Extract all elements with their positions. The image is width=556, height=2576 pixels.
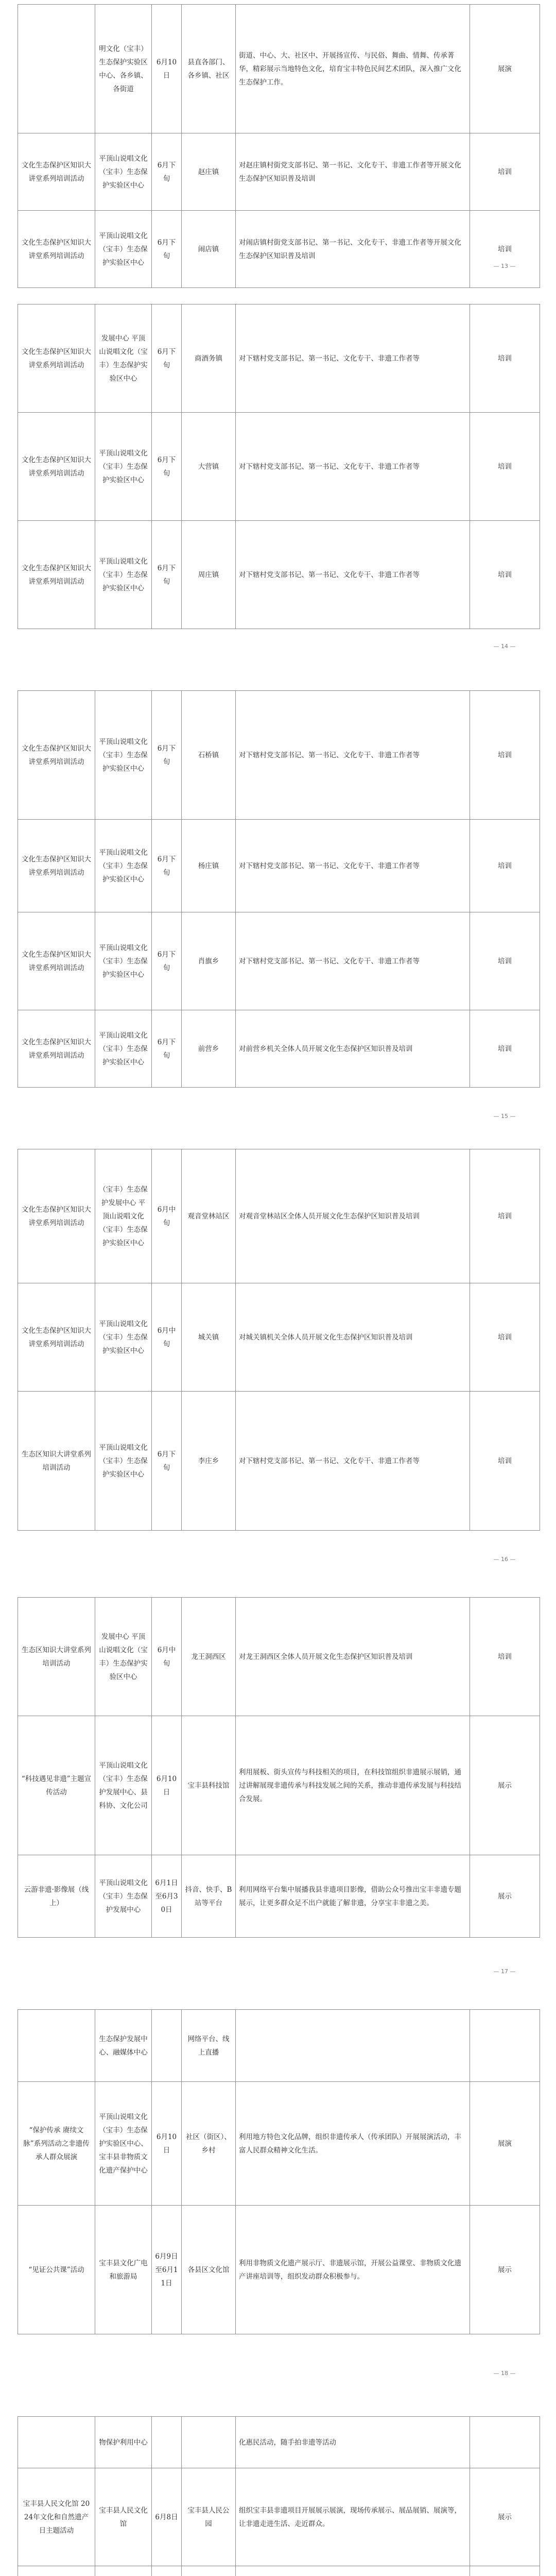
activity-table (18, 690, 540, 1088)
organizer-cell: 宝丰县文化广电和旅游局 (95, 2206, 152, 2334)
content-cell: 对下辖村党支部书记、第一书记、文化专干、非遗工作者等 (236, 413, 470, 521)
type-cell: 培训 (470, 691, 540, 820)
page-number: — 17 — (493, 1968, 516, 1975)
date-cell: 6月中旬 (152, 1283, 182, 1392)
organizer-cell: 平顶山说唱文化（宝丰）生态保护实验区中心、宝丰县非物质文化遗产保护中心 (95, 2082, 152, 2206)
table-row (18, 521, 540, 629)
page-number: — 13 — (493, 263, 516, 269)
activity-name-cell: 生态区知识大讲堂系列培训活动 (18, 1392, 95, 1531)
date-cell: 6月下旬 (152, 211, 182, 288)
organizer-cell: 发展中心 平顶山说唱文化（宝丰）生态保护实验区中心 (95, 1598, 152, 1716)
type-cell: 培训 (470, 1283, 540, 1392)
organizer-cell: 平顶山说唱文化（宝丰）生态保护实验区中心 (95, 413, 152, 521)
organizer-cell: 平顶山说唱文化（宝丰）生态保护实验区中心 (95, 820, 152, 912)
activity-name-cell: 文化生态保护区知识大讲堂系列培训活动 (18, 691, 95, 820)
type-cell: 展示 (470, 1855, 540, 1938)
table-row (18, 2417, 540, 2468)
date-cell (152, 2566, 182, 2576)
type-cell (470, 2417, 540, 2468)
type-cell: 展示 (470, 1716, 540, 1855)
organizer-cell: 平顶山说唱文化（宝丰）生态保护实验区中心 (95, 1283, 152, 1392)
location-cell: 杨庄镇 (182, 820, 236, 912)
activity-name-cell: 云游非遗·影像展（线上） (18, 1855, 95, 1938)
location-cell: 肖旗乡 (182, 912, 236, 1010)
activity-name-cell: 文化生态保护区知识大讲堂系列培训活动 (18, 1010, 95, 1088)
location-cell: 县直各部门、各乡镇、社区 (182, 5, 236, 133)
content-cell: 对龙王洞西区全体人员开展文化生态保护区知识普及培训 (236, 1598, 470, 1716)
location-cell: 闹店镇 (182, 211, 236, 288)
type-cell: 培训 (470, 1598, 540, 1716)
activity-name-cell (18, 2417, 95, 2468)
location-cell: 石桥镇 (182, 691, 236, 820)
content-cell: 对下辖村党支部书记、第一书记、文化专干、非遗工作者等 (236, 1392, 470, 1531)
content-cell: 对下辖村党支部书记、第一书记、文化专干、非遗工作者等 (236, 820, 470, 912)
date-cell: 6月下旬 (152, 413, 182, 521)
organizer-cell: 宝丰县人民文化馆 (95, 2468, 152, 2566)
type-cell: 培训 (470, 912, 540, 1010)
table-row (18, 304, 540, 413)
location-cell: 宝丰县人民公园 (182, 2468, 236, 2566)
activity-name-cell: 文化生态保护区知识大讲堂系列培训活动 (18, 912, 95, 1010)
activity-name-cell: 文化生态保护区知识大讲堂系列培训活动 (18, 304, 95, 413)
activity-name-cell (18, 2010, 95, 2082)
type-cell: 培训 (470, 521, 540, 629)
table-row (18, 2566, 540, 2576)
date-cell: 6月下旬 (152, 1010, 182, 1088)
activity-table (18, 4, 540, 288)
organizer-cell: 平顶山说唱文化（宝丰）生态保护发展中心 (95, 1855, 152, 1938)
organizer-cell: 平顶山说唱文化（宝丰）生态保护实验区中心 (95, 133, 152, 211)
table-row (18, 1010, 540, 1088)
date-cell: 6月下旬 (152, 912, 182, 1010)
location-cell: 李庄乡 (182, 1392, 236, 1531)
page-number: — 14 — (493, 643, 516, 650)
activity-name-cell: 文化生态保护区知识大讲堂系列培训活动 (18, 211, 95, 288)
location-cell: 城关镇 (182, 1283, 236, 1392)
activity-name-cell: 文化生态保护区知识大讲堂系列培训活动 (18, 1283, 95, 1392)
activity-name-cell: “保护传承 赓续文脉”系列活动之非遗传承人群众展演 (18, 2082, 95, 2206)
date-cell (152, 2010, 182, 2082)
date-cell: 6月10日 (152, 1716, 182, 1855)
content-cell: 化惠民活动，随手拍非遗等活动 (236, 2417, 470, 2468)
date-cell: 6月9日至6月11日 (152, 2206, 182, 2334)
organizer-cell: 平顶山说唱文化（宝丰）生态保护实验区中心 (95, 1010, 152, 1088)
content-cell: 对观音堂林站区全体人员开展文化生态保护区知识普及培训 (236, 1149, 470, 1283)
table-row (18, 2082, 540, 2206)
content-cell: 利用展板、街头宣传与科技相关的项目，在科技馆组织非遗展示展销，通过讲解展现非遗传承与科技发展之间的关系，推动非遗传承发展与科技结合发展。 (236, 1716, 470, 1855)
activity-table (18, 304, 540, 629)
table-row (18, 2206, 540, 2334)
type-cell: 展演 (470, 5, 540, 133)
location-cell: 观音堂林站区 (182, 1149, 236, 1283)
table-row (18, 1716, 540, 1855)
location-cell: 大营镇 (182, 413, 236, 521)
table-row (18, 5, 540, 133)
organizer-cell: （宝丰）生态保护发展中心 平顶山说唱文化（宝丰）生态保护实验区中心 (95, 1149, 152, 1283)
date-cell: 6月下旬 (152, 820, 182, 912)
table-row (18, 133, 540, 211)
type-cell: 培训 (470, 1392, 540, 1531)
location-cell: 龙王洞西区 (182, 1598, 236, 1716)
table-row (18, 413, 540, 521)
date-cell: 6月8日 (152, 2468, 182, 2566)
activity-name-cell: “见证公共课”活动 (18, 2206, 95, 2334)
organizer-cell: 平顶山说唱文化（宝丰）生态保护实验区中心 (95, 521, 152, 629)
date-cell: 6月下旬 (152, 304, 182, 413)
content-cell: 对下辖村党支部书记、第一书记、文化专干、非遗工作者等 (236, 304, 470, 413)
activity-name-cell (18, 5, 95, 133)
location-cell (182, 2417, 236, 2468)
content-cell: 对赵庄镇村街党支部书记、第一书记、文化专干、非遗工作者等开展文化生态保护区知识普及培训 (236, 133, 470, 211)
table-row (18, 1149, 540, 1283)
location-cell: 网络平台、线上直播 (182, 2010, 236, 2082)
content-cell: 对闹店镇村街党支部书记、第一书记、文化专干、非遗工作者等开展文化生态保护区知识普及培训 (236, 211, 470, 288)
content-cell: 对下辖村党支部书记、第一书记、文化专干、非遗工作者等 (236, 912, 470, 1010)
type-cell (470, 2566, 540, 2576)
date-cell: 6月下旬 (152, 521, 182, 629)
type-cell: 培训 (470, 413, 540, 521)
type-cell: 培训 (470, 820, 540, 912)
organizer-cell (95, 2566, 152, 2576)
table-row (18, 211, 540, 288)
location-cell: 社区（街区）、乡村 (182, 2082, 236, 2206)
type-cell: 培训 (470, 133, 540, 211)
organizer-cell: 发展中心 平顶山说唱文化（宝丰）生态保护实验区中心 (95, 304, 152, 413)
type-cell: 培训 (470, 1149, 540, 1283)
date-cell: 6月1日至6月30日 (152, 1855, 182, 1938)
type-cell: 培训 (470, 211, 540, 288)
location-cell: 抖音、快手、B站等平台 (182, 1855, 236, 1938)
table-row (18, 1283, 540, 1392)
organizer-cell: 生态保护发展中心、融媒体中心 (95, 2010, 152, 2082)
organizer-cell: 平顶山说唱文化（宝丰）生态保护实验区中心 (95, 912, 152, 1010)
date-cell: 6月下旬 (152, 1392, 182, 1531)
activity-name-cell: 文化生态保护区知识大讲堂系列培训活动 (18, 1149, 95, 1283)
table-row (18, 2010, 540, 2082)
activity-name-cell: “科技遇见非遗”主题宣传活动 (18, 1716, 95, 1855)
content-cell: 利用地方特色文化品牌，组织非遗传承人（传承团队）开展展演活动，丰富人民群众精神文化生活。 (236, 2082, 470, 2206)
activity-name-cell: 文化生态保护区知识大讲堂系列培训活动 (18, 413, 95, 521)
table-row (18, 691, 540, 820)
content-cell: 街道、中心、大、社区中、开展扬宣传、与民俗、舞曲、情舞、传承菁华，精彩展示当地特色文化，培育宝丰特色民间艺术团队，深入推广文化生态保护工作。 (236, 5, 470, 133)
activity-table (18, 1149, 540, 1531)
content-cell: 对城关镇机关全体人员开展文化生态保护区知识普及培训 (236, 1283, 470, 1392)
date-cell: 6月下旬 (152, 133, 182, 211)
content-cell: 组织宝丰县非遗项目开展展示展演，现场传承展示、展品展销、展演等，让非遗走进生活、走近群众。 (236, 2468, 470, 2566)
location-cell: 各县区文化馆 (182, 2206, 236, 2334)
organizer-cell: 平顶山说唱文化（宝丰）生态保护实验区中心 (95, 691, 152, 820)
location-cell: 宝丰县科技馆 (182, 1716, 236, 1855)
date-cell: 6月中旬 (152, 1149, 182, 1283)
content-cell (236, 2010, 470, 2082)
content-cell: 对前营乡机关全体人员开展文化生态保护区知识普及培训 (236, 1010, 470, 1088)
table-row (18, 1855, 540, 1938)
page-number: — 15 — (493, 1113, 516, 1120)
location-cell: 赵庄镇 (182, 133, 236, 211)
date-cell (152, 2417, 182, 2468)
location-cell: 前营乡 (182, 1010, 236, 1088)
content-cell: 对下辖村党支部书记、第一书记、文化专干、非遗工作者等 (236, 691, 470, 820)
table-row (18, 2468, 540, 2566)
type-cell: 展示 (470, 2468, 540, 2566)
activity-name-cell (18, 2566, 95, 2576)
type-cell: 培训 (470, 1010, 540, 1088)
type-cell: 培训 (470, 304, 540, 413)
type-cell: 展示 (470, 2206, 540, 2334)
organizer-cell: 物保护利用中心 (95, 2417, 152, 2468)
activity-table (18, 1597, 540, 1938)
activity-name-cell: 生态区知识大讲堂系列培训活动 (18, 1598, 95, 1716)
activity-name-cell: 文化生态保护区知识大讲堂系列培训活动 (18, 133, 95, 211)
activity-table (18, 2416, 540, 2576)
page-number: — 18 — (493, 2370, 516, 2377)
date-cell: 6月下旬 (152, 691, 182, 820)
table-row (18, 1392, 540, 1531)
content-cell (236, 2566, 470, 2576)
location-cell: 商酒务镇 (182, 304, 236, 413)
table-row (18, 1598, 540, 1716)
table-row (18, 820, 540, 912)
organizer-cell: 平顶山说唱文化（宝丰）生态保护实验区中心 (95, 1392, 152, 1531)
location-cell: 周庄镇 (182, 521, 236, 629)
activity-name-cell: 宝丰县人民文化馆 2024年文化和自然遗产日主题活动 (18, 2468, 95, 2566)
date-cell: 6月10日 (152, 5, 182, 133)
date-cell: 6月10日 (152, 2082, 182, 2206)
content-cell: 利用网络平台集中展播我县非遗项目影像，借助公众号推出宝丰非遗专题展示，让更多群众足不出户就能了解非遗，分享宝丰非遗之美。 (236, 1855, 470, 1938)
organizer-cell: 明文化（宝丰）生态保护实验区中心、各乡镇、各街道 (95, 5, 152, 133)
type-cell: 展演 (470, 2082, 540, 2206)
location-cell (182, 2566, 236, 2576)
organizer-cell: 平顶山说唱文化（宝丰）生态保护发展中心、县科协、文化公司 (95, 1716, 152, 1855)
content-cell: 利用非物质文化遗产展示厅、非遗展示馆，开展公益课堂、非物质文化遗产讲座培训等，组织发动群众积极参与。 (236, 2206, 470, 2334)
date-cell: 6月中旬 (152, 1598, 182, 1716)
activity-name-cell: 文化生态保护区知识大讲堂系列培训活动 (18, 521, 95, 629)
activity-table (18, 2009, 540, 2334)
table-row (18, 912, 540, 1010)
content-cell: 对下辖村党支部书记、第一书记、文化专干、非遗工作者等 (236, 521, 470, 629)
page-number: — 16 — (493, 1556, 516, 1563)
type-cell (470, 2010, 540, 2082)
organizer-cell: 平顶山说唱文化（宝丰）生态保护实验区中心 (95, 211, 152, 288)
activity-name-cell: 文化生态保护区知识大讲堂系列培训活动 (18, 820, 95, 912)
